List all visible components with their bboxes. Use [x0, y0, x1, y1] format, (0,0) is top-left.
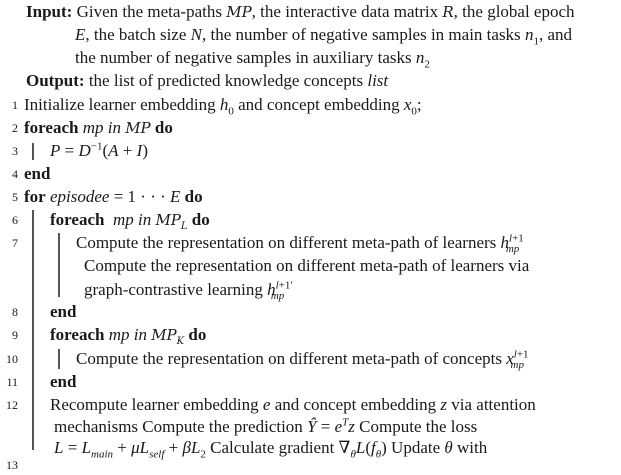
block-bar	[58, 233, 60, 297]
step-12c: $L = L_{main} + \mu L_{self} + \beta L_2$ Calculate gradient $\nabla_\theta L(f_\theta)$ Update θ with	[54, 438, 488, 461]
output-label: Output:	[26, 71, 85, 90]
line-number: 4	[12, 167, 18, 181]
step-8: end	[50, 302, 77, 321]
step-12b: mechanisms Compute the prediction Ŷ = $e^Tz$ Compute the loss	[54, 416, 478, 436]
line-number: 12	[6, 398, 18, 412]
step-7: Compute the representation on different meta-path of learners $h^{l+1}_{mp}$	[76, 232, 524, 256]
line-number: 8	[12, 305, 18, 319]
line-number: 11	[6, 375, 18, 389]
input-line-3: the number of negative samples in auxiliary tasks $n_2$	[75, 48, 430, 71]
step-7b: Compute the representation on different meta-path of learners via	[84, 256, 530, 275]
line-number: 1	[12, 98, 18, 112]
step-1: Initialize learner embedding $h_0$ and concept embedding $x_0$;	[24, 95, 422, 118]
line-number: 9	[12, 328, 18, 342]
step-9: foreach mp in $MP_K$ do	[50, 325, 207, 348]
line-number: 5	[12, 190, 18, 204]
line-number: 13	[6, 458, 18, 472]
line-number: 2	[12, 121, 18, 135]
line-number: 7	[12, 236, 18, 250]
input-line-1: Input: Given the meta-paths MP, the interactive data matrix R, the global epoch	[26, 2, 575, 21]
block-bar	[32, 210, 34, 450]
step-7c: graph-contrastive learning $h^{l+1'}_{mp}$	[84, 279, 293, 303]
block-bar	[32, 143, 34, 160]
step-10: Compute the representation on different meta-path of concepts $x^{l+1}_{mp}$	[76, 348, 529, 372]
input-label: Input:	[26, 2, 73, 21]
step-2: foreach mp in MP do	[24, 118, 173, 137]
step-4: end	[24, 164, 51, 183]
step-3: $P = D^{-1}(A + I)$	[50, 140, 148, 160]
line-number: 10	[6, 352, 18, 366]
step-12: Recompute learner embedding e and concept embedding z via attention	[50, 395, 536, 414]
line-number: 6	[12, 213, 18, 227]
step-11: end	[50, 372, 77, 391]
block-bar	[58, 349, 60, 369]
step-5: for episodee = 1 · · · E do	[24, 187, 203, 206]
output-line: Output: the list of predicted knowledge concepts list	[26, 71, 389, 90]
input-line-2: E, the batch size N, the number of negative samples in main tasks $n_1$, and	[75, 25, 572, 48]
line-number: 3	[12, 144, 18, 158]
step-6: foreach mp in $MP_L$ do	[50, 210, 210, 233]
